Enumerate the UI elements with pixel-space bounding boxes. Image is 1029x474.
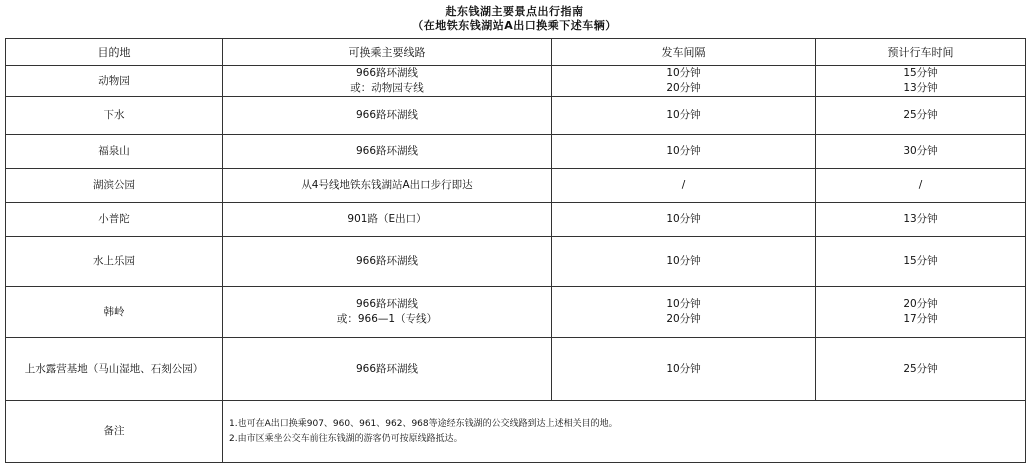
destination-cell: 水上乐园 <box>6 237 223 287</box>
time-cell <box>816 338 1026 401</box>
note-line: 2.由市区乘坐公交车前往东钱湖的游客仍可按原线路抵达。 <box>229 433 463 444</box>
table-body <box>6 66 1026 463</box>
note-label: 备注 <box>6 401 223 463</box>
time-line: 17分钟 <box>903 313 938 325</box>
table-row <box>6 237 1026 287</box>
table-row <box>6 66 1026 97</box>
routes-cell <box>223 203 552 237</box>
time-cell <box>816 97 1026 135</box>
route-line: 966路环湖线 <box>355 109 419 121</box>
destination-cell: 下水 <box>6 97 223 135</box>
time-cell <box>816 237 1026 287</box>
route-line: 901路（E出口） <box>347 213 427 225</box>
routes-cell <box>223 97 552 135</box>
interval-line: 10分钟 <box>666 213 701 225</box>
interval-cell <box>552 135 816 169</box>
header-travel-time: 预计行车时间 <box>816 39 1026 66</box>
time-line: 15分钟 <box>903 67 938 79</box>
interval-line: / <box>681 179 686 191</box>
route-line: 或：966—1（专线） <box>336 313 438 325</box>
interval-line: 10分钟 <box>666 362 701 375</box>
table-row <box>6 287 1026 338</box>
route-line: 从4号线地铁东钱湖站A出口步行即达 <box>301 179 473 191</box>
header-destination: 目的地 <box>6 39 223 66</box>
routes-cell <box>223 169 552 203</box>
interval-cell <box>552 287 816 338</box>
routes-cell <box>223 237 552 287</box>
route-line: 966路环湖线 <box>355 362 419 375</box>
interval-line: 10分钟 <box>666 67 701 79</box>
destination-cell: 湖滨公园 <box>6 169 223 203</box>
destination-cell: 上水露营基地（马山湿地、石刻公园） <box>6 338 223 401</box>
destination-cell: 动物园 <box>6 66 223 97</box>
page-title: 赴东钱湖主要景点出行指南 <box>445 5 584 18</box>
interval-line: 10分钟 <box>666 109 701 121</box>
title-block <box>0 5 1029 33</box>
interval-cell <box>552 97 816 135</box>
interval-cell <box>552 237 816 287</box>
destination-cell: 福泉山 <box>6 135 223 169</box>
interval-line: 20分钟 <box>666 82 701 94</box>
interval-cell <box>552 169 816 203</box>
route-line: 或：动物园专线 <box>350 82 424 94</box>
time-line: 13分钟 <box>903 213 938 225</box>
table-row <box>6 338 1026 401</box>
time-line: 25分钟 <box>903 109 938 121</box>
route-line: 966路环湖线 <box>355 145 419 157</box>
destination-cell: 韩岭 <box>6 287 223 338</box>
route-line: 966路环湖线 <box>355 255 419 267</box>
time-line: 13分钟 <box>903 82 938 94</box>
table-row <box>6 135 1026 169</box>
time-line: 25分钟 <box>903 362 938 375</box>
time-cell <box>816 66 1026 97</box>
note-content <box>223 401 1026 463</box>
interval-line: 20分钟 <box>666 313 701 325</box>
route-guide-table <box>5 38 1026 463</box>
time-cell <box>816 287 1026 338</box>
time-cell <box>816 135 1026 169</box>
header-routes: 可换乘主要线路 <box>223 39 552 66</box>
time-line: 30分钟 <box>903 145 938 157</box>
interval-cell <box>552 203 816 237</box>
destination-cell: 小普陀 <box>6 203 223 237</box>
time-line: / <box>918 179 923 191</box>
header-interval: 发车间隔 <box>552 39 816 66</box>
interval-line: 10分钟 <box>666 145 701 157</box>
routes-cell <box>223 338 552 401</box>
routes-cell <box>223 135 552 169</box>
note-row <box>6 401 1026 463</box>
time-cell <box>816 203 1026 237</box>
table-row <box>6 97 1026 135</box>
table-row <box>6 169 1026 203</box>
routes-cell <box>223 287 552 338</box>
time-cell <box>816 169 1026 203</box>
interval-line: 10分钟 <box>666 298 701 310</box>
table-header-row <box>6 39 1026 66</box>
time-line: 20分钟 <box>903 298 938 310</box>
time-line: 15分钟 <box>903 255 938 267</box>
interval-cell <box>552 66 816 97</box>
route-line: 966路环湖线 <box>355 67 419 79</box>
interval-cell <box>552 338 816 401</box>
routes-cell <box>223 66 552 97</box>
page-subtitle: （在地铁东钱湖站A出口换乘下述车辆） <box>412 19 617 32</box>
table-row <box>6 203 1026 237</box>
interval-line: 10分钟 <box>666 255 701 267</box>
route-line: 966路环湖线 <box>355 298 419 310</box>
note-line: 1.也可在A出口换乘907、960、961、962、968等途经东钱湖的公交线路到达上述相关目的地。 <box>229 418 618 429</box>
